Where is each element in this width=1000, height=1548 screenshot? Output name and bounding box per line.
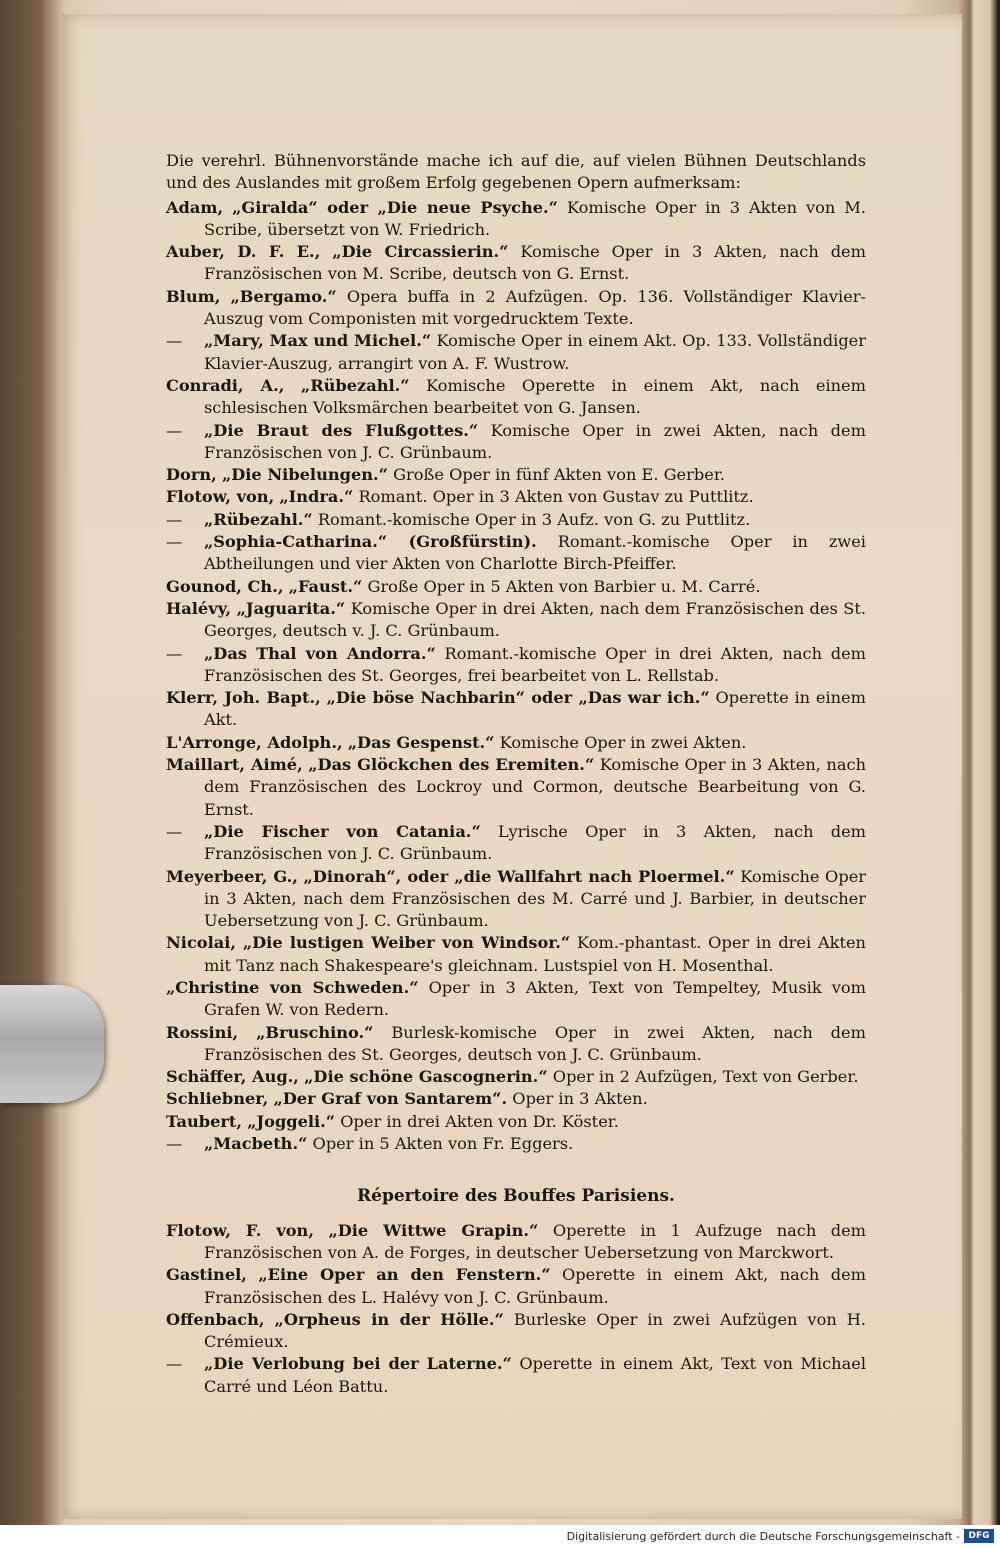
dash-marker: — xyxy=(166,1354,183,1374)
opera-title: „Das Thal von Andorra.“ xyxy=(204,643,436,663)
opera-title: „Jaguarita.“ xyxy=(236,598,346,618)
opera-description: Komische Oper in zwei Akten. xyxy=(499,732,747,752)
dash-marker: — xyxy=(166,532,183,552)
opera-description: Oper in drei Akten von Dr. Köster. xyxy=(340,1111,619,1131)
opera-description: Oper in 3 Akten, Text von Tempeltey, Musik vom Grafen W. von Redern. xyxy=(204,977,867,1020)
composer-name: Schäffer, Aug., xyxy=(166,1067,299,1087)
opera-description: Lyrische Oper in 3 Akten, nach dem Französischen von J. C. Grünbaum. xyxy=(204,821,866,864)
opera-description: Operette in einem Akt. xyxy=(204,688,866,730)
opera-title: „Rübezahl.“ xyxy=(204,509,313,529)
opera-title: „Rübezahl.“ xyxy=(300,375,410,395)
opera-description: Große Oper in 5 Akten von Barbier u. M. Carré. xyxy=(367,576,761,596)
list-item xyxy=(166,1022,866,1067)
composer-name: L'Arronge, Adolph., xyxy=(166,732,343,752)
opera-description: Operette in einem Akt, nach dem Französischen des L. Halévy von J. C. Grünbaum. xyxy=(204,1265,866,1307)
opera-description: Komische Oper in drei Akten, nach dem Französischen des St. Georges, deutsch v. J. C. Grünbaum. xyxy=(204,598,866,641)
list-item xyxy=(166,732,866,754)
list-item xyxy=(166,531,866,576)
dash-marker: — xyxy=(166,509,183,529)
opera-title: „Bergamo.“ xyxy=(230,286,337,306)
opera-title: „Joggeli.“ xyxy=(247,1111,336,1131)
opera-description: Operette in einem Akt, Text von Michael Carré und Léon Battu. xyxy=(204,1354,867,1396)
opera-description: Romant.-komische Oper in drei Akten, nach dem Französischen des St. Georges, frei bearbeitet von L. Rellstab. xyxy=(204,643,866,685)
composer-name: Adam, xyxy=(166,197,224,217)
opera-title: „Orpheus in der Hölle.“ xyxy=(274,1309,504,1329)
list-item xyxy=(166,241,866,286)
list-item xyxy=(166,754,866,821)
list-item xyxy=(166,1220,866,1265)
opera-title: „Christine von Schweden.“ xyxy=(166,977,419,997)
opera-title: „Die böse Nachbarin“ oder „Das war ich.“ xyxy=(326,688,710,708)
composer-name: Nicolai, xyxy=(166,933,237,953)
dash-marker: — xyxy=(166,643,183,663)
list-item xyxy=(166,821,866,866)
opera-title: „Das Gespenst.“ xyxy=(347,732,495,752)
opera-description: Burleske Oper in zwei Aufzügen von H. Crémieux. xyxy=(204,1309,866,1352)
composer-name: Gounod, Ch., xyxy=(166,576,284,596)
list-item xyxy=(166,866,866,933)
opera-description: Komische Oper in 3 Akten, nach dem Französischen von M. Scribe, deutsch von G. Ernst. xyxy=(204,242,866,284)
list-item xyxy=(166,330,866,375)
opera-title: „Sophia-Catharina.“ (Großfürstin). xyxy=(204,532,537,552)
opera-description: Komische Oper in 3 Akten, nach dem Französischen des M. Carré und J. Barbier, in deutscher Uebersetzung von J. C. Grünbaum. xyxy=(204,866,867,931)
opera-title: „Die Nibelungen.“ xyxy=(221,465,388,485)
composer-name: Blum, xyxy=(166,286,221,306)
opera-title: „Die lustigen Weiber von Windsor.“ xyxy=(242,933,571,953)
opera-title: „Die Wittwe Grapin.“ xyxy=(328,1220,539,1240)
opera-title: „Die Verlobung bei der Laterne.“ xyxy=(204,1354,512,1374)
footer-credit: Digitalisierung gefördert durch die Deutsche Forschungsgemeinschaft - xyxy=(566,1530,960,1543)
opera-title: „Bruschino.“ xyxy=(256,1022,374,1042)
list-item xyxy=(166,1133,866,1155)
opera-description: Komische Oper in 3 Akten von M. Scribe, übersetzt von W. Friedrich. xyxy=(204,197,866,239)
opera-title: „Die schöne Gascognerin.“ xyxy=(304,1067,548,1087)
opera-description: Komische Oper in 3 Akten, nach dem Französischen des Lockroy und Cormon, deutsche Bearbeitung von G. Ernst. xyxy=(204,755,866,819)
list-item xyxy=(166,687,866,732)
dash-marker: — xyxy=(166,331,183,351)
composer-name: Offenbach, xyxy=(166,1309,265,1329)
footer-bar xyxy=(0,1525,1000,1548)
opera-description: Oper in 3 Akten. xyxy=(512,1089,648,1109)
opera-title: „Giralda“ oder „Die neue Psyche.“ xyxy=(232,197,558,217)
opera-description: Romant.-komische Oper in 3 Aufz. von G. zu Puttlitz. xyxy=(317,509,751,529)
section-heading: Répertoire des Bouffes Parisiens. xyxy=(357,1186,675,1207)
opera-description: Burlesk-komische Oper in zwei Akten, nach dem Französischen des St. Georges, deutsch von J. C. Grünbaum. xyxy=(204,1022,866,1064)
opera-description: Romant. Oper in 3 Akten von Gustav zu Puttlitz. xyxy=(358,487,754,507)
opera-title: „Die Fischer von Catania.“ xyxy=(204,821,481,841)
opera-title: „Die Braut des Flußgottes.“ xyxy=(204,420,479,440)
composer-name: Flotow, F. von, xyxy=(166,1220,314,1240)
opera-title: „Indra.“ xyxy=(279,487,354,507)
opera-title: „Dinorah“, oder „die Wallfahrt nach Ploermel.“ xyxy=(303,866,735,886)
list-item xyxy=(166,598,866,643)
list-item xyxy=(166,464,866,486)
dash-marker: — xyxy=(166,1134,183,1154)
list-item xyxy=(166,509,866,531)
opera-title: „Eine Oper an den Fenstern.“ xyxy=(258,1265,551,1285)
opera-title: „Die Circassierin.“ xyxy=(332,242,509,262)
list-item xyxy=(166,643,866,688)
opera-title: „Mary, Max und Michel.“ xyxy=(204,331,432,351)
opera-description: Komische Oper in zwei Akten, nach dem Französischen von J. C. Grünbaum. xyxy=(204,420,866,462)
dash-marker: — xyxy=(166,420,183,440)
page-clip xyxy=(0,985,104,1103)
list-item xyxy=(166,1353,866,1398)
list-item xyxy=(166,932,866,977)
composer-name: Gastinel, xyxy=(166,1265,247,1285)
opera-description: Oper in 2 Aufzügen, Text von Gerber. xyxy=(552,1067,859,1087)
composer-name: Auber, D. F. E., xyxy=(166,242,321,262)
composer-name: Klerr, Joh. Bapt., xyxy=(166,688,321,708)
composer-name: Rossini, xyxy=(166,1022,239,1042)
opera-list xyxy=(166,197,866,1156)
opera-description: Oper in 5 Akten von Fr. Eggers. xyxy=(312,1134,574,1154)
opera-description: Opera buffa in 2 Aufzügen. Op. 136. Vollständiger Klavier-Auszug vom Componisten mit vorgedrucktem Texte. xyxy=(204,286,866,329)
composer-name: Maillart, Aimé, xyxy=(166,755,303,775)
list-item xyxy=(166,486,866,508)
opera-title: „Das Glöckchen des Eremiten.“ xyxy=(308,755,595,775)
list-item xyxy=(166,420,866,465)
composer-name: Flotow, von, xyxy=(166,487,275,507)
list-item xyxy=(166,197,866,242)
list-item xyxy=(166,286,866,331)
opera-title: „Macbeth.“ xyxy=(204,1134,308,1154)
opera-description: Komische Operette in einem Akt, nach einem schlesischen Volksmärchen bearbeitet von G. Jansen. xyxy=(204,375,866,418)
composer-name: Conradi, A., xyxy=(166,375,285,395)
list-item xyxy=(166,1111,866,1133)
intro-paragraph: Die verehrl. Bühnenvorstände mache ich auf die, auf vielen Bühnen Deutschlands und des Auslandes mit großem Erfolg gegebenen Opern aufmerksam: xyxy=(166,151,866,193)
dash-marker: — xyxy=(166,821,183,841)
composer-name: Dorn, xyxy=(166,465,217,485)
opera-description: Komische Oper in einem Akt. Op. 133. Vollständiger Klavier-Auszug, arrangirt von A. F. Wustrow. xyxy=(204,331,866,373)
list-item xyxy=(166,977,866,1022)
opera-description: Kom.-phantast. Oper in drei Akten mit Tanz nach Shakespeare's gleichnam. Lustspiel von H. Mosenthal. xyxy=(204,933,866,975)
page-text xyxy=(166,150,866,1398)
opera-description: Große Oper in fünf Akten von E. Gerber. xyxy=(393,465,725,485)
list-item xyxy=(166,375,866,420)
opera-description: Romant.-komische Oper in zwei Abtheilungen und vier Akten von Charlotte Birch-Pfeiffer. xyxy=(204,532,866,574)
composer-name: Halévy, xyxy=(166,598,232,618)
list-item xyxy=(166,1088,866,1110)
list-item xyxy=(166,1264,866,1309)
composer-name: Schliebner, xyxy=(166,1089,269,1109)
composer-name: Meyerbeer, G., xyxy=(166,866,298,886)
list-item xyxy=(166,1309,866,1354)
opera-title: „Faust.“ xyxy=(288,576,363,596)
opera-description: Operette in 1 Aufzuge nach dem Französischen von A. de Forges, in deutscher Uebersetzung von Marckwort. xyxy=(204,1220,867,1262)
opera-title: „Der Graf von Santarem“. xyxy=(273,1089,508,1109)
bouffes-list xyxy=(166,1220,866,1398)
list-item xyxy=(166,1066,866,1088)
list-item xyxy=(166,576,866,598)
composer-name: Taubert, xyxy=(166,1111,243,1131)
dfg-logo-icon: DFG xyxy=(964,1529,994,1543)
